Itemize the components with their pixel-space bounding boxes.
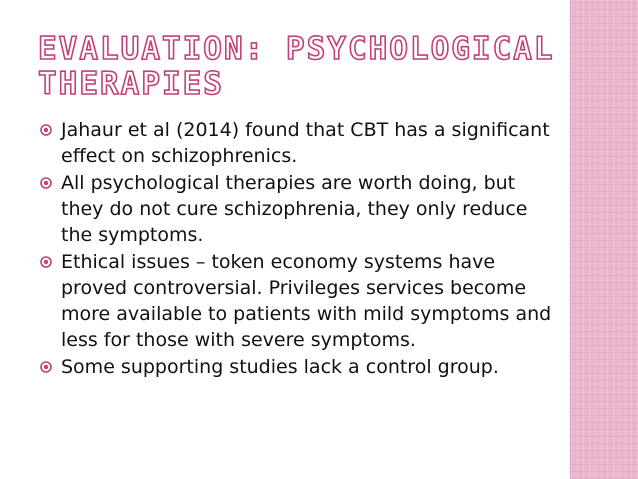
target-bullet-icon — [40, 177, 52, 189]
bullet-item — [37, 249, 557, 353]
slide-title-line-2: THERAPIES — [38, 66, 224, 102]
decorative-side-band — [570, 0, 638, 479]
bullet-item — [37, 117, 557, 169]
bullet-text: Some supporting studies lack a control group. — [61, 356, 499, 378]
bullet-text: All psychological therapies are worth doing, but they do not cure schizophrenia, they only reduce the symptoms. — [61, 172, 528, 246]
slide-title — [38, 32, 558, 102]
slide-title-line-1: EVALUATION: PSYCHOLOGICAL — [38, 31, 555, 67]
bullet-item — [37, 170, 557, 248]
bullet-text: Jahaur et al (2014) found that CBT has a significant effect on schizophrenics. — [61, 119, 550, 167]
target-bullet-icon — [40, 124, 52, 136]
target-bullet-icon — [40, 361, 52, 373]
bullet-text: Ethical issues – token economy systems have proved controversial. Privileges services become more available to patients with mild symptoms and less for those with severe symptoms. — [61, 251, 552, 351]
target-bullet-icon — [40, 256, 52, 268]
bullet-item — [37, 354, 557, 380]
bullet-list — [37, 117, 557, 381]
